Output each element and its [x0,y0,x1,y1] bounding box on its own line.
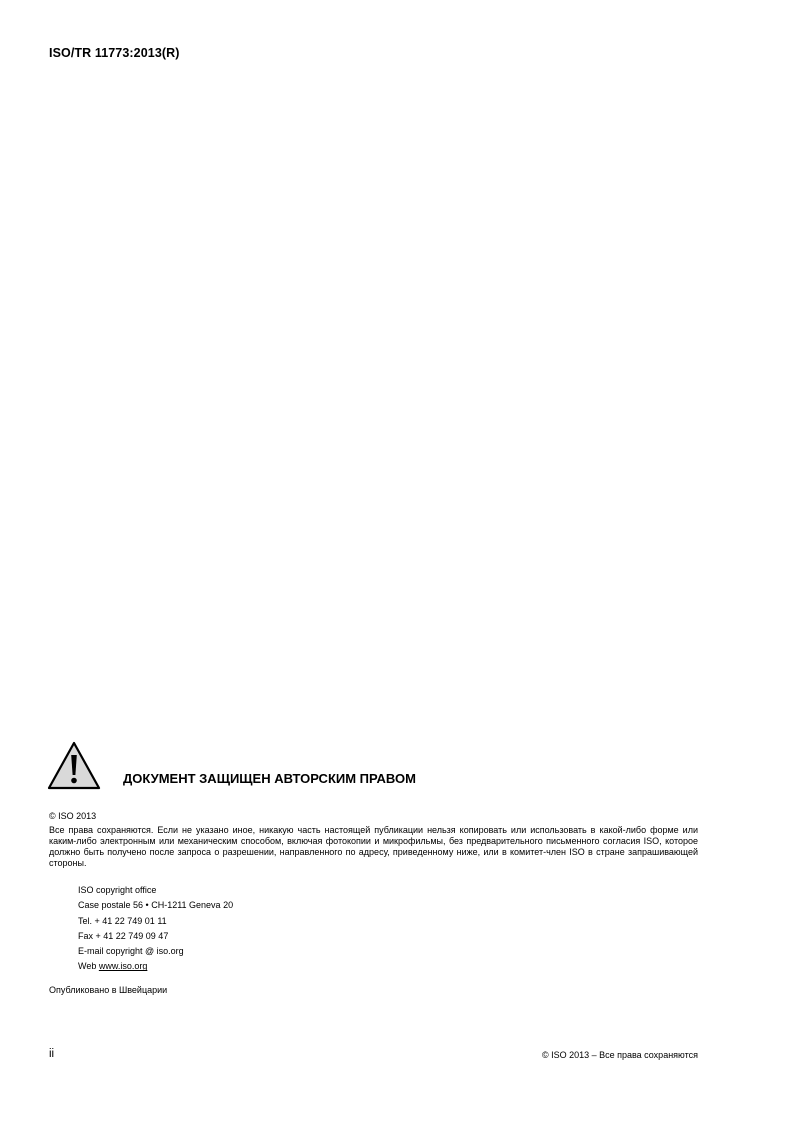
document-id: ISO/TR 11773:2013(R) [49,46,180,60]
postal-address: Case postale 56 • CH-1211 Geneva 20 [78,900,234,911]
page-number: ii [49,1048,55,1060]
telephone: Tel. + 41 22 749 01 11 [78,915,167,926]
web-link[interactable]: www.iso.org [98,961,148,972]
published-in: Опубликовано в Швейцарии [49,985,168,995]
copyright-heading: ДОКУМЕНТ ЗАЩИЩЕН АВТОРСКИМ ПРАВОМ [123,771,416,786]
copyright-year: © ISO 2013 [49,811,97,821]
web-label: Web [78,961,99,972]
footer-copyright: © ISO 2013 – Все права сохраняются [541,1050,698,1060]
rights-paragraph: Все права сохраняются. Если не указано иное, никакую часть настоящей публикации нельзя копировать или использовать в какой-либо форме или каким-либо электронным или механическим способом, включая фотокопии и микрофильмы, без предварительного письменного согласия ISO, которое должно быть получено после запроса о разрешении, направленного по адресу, приведенному ниже, или в комитет-член ISO в стране запрашивающей стороны. [49,825,698,868]
web-line [78,959,233,974]
warning-triangle-icon [47,741,101,790]
email: E-mail copyright @ iso.org [78,946,184,957]
office-name: ISO copyright office [78,885,157,895]
address-block [78,883,233,975]
fax: Fax + 41 22 749 09 47 [78,930,169,941]
